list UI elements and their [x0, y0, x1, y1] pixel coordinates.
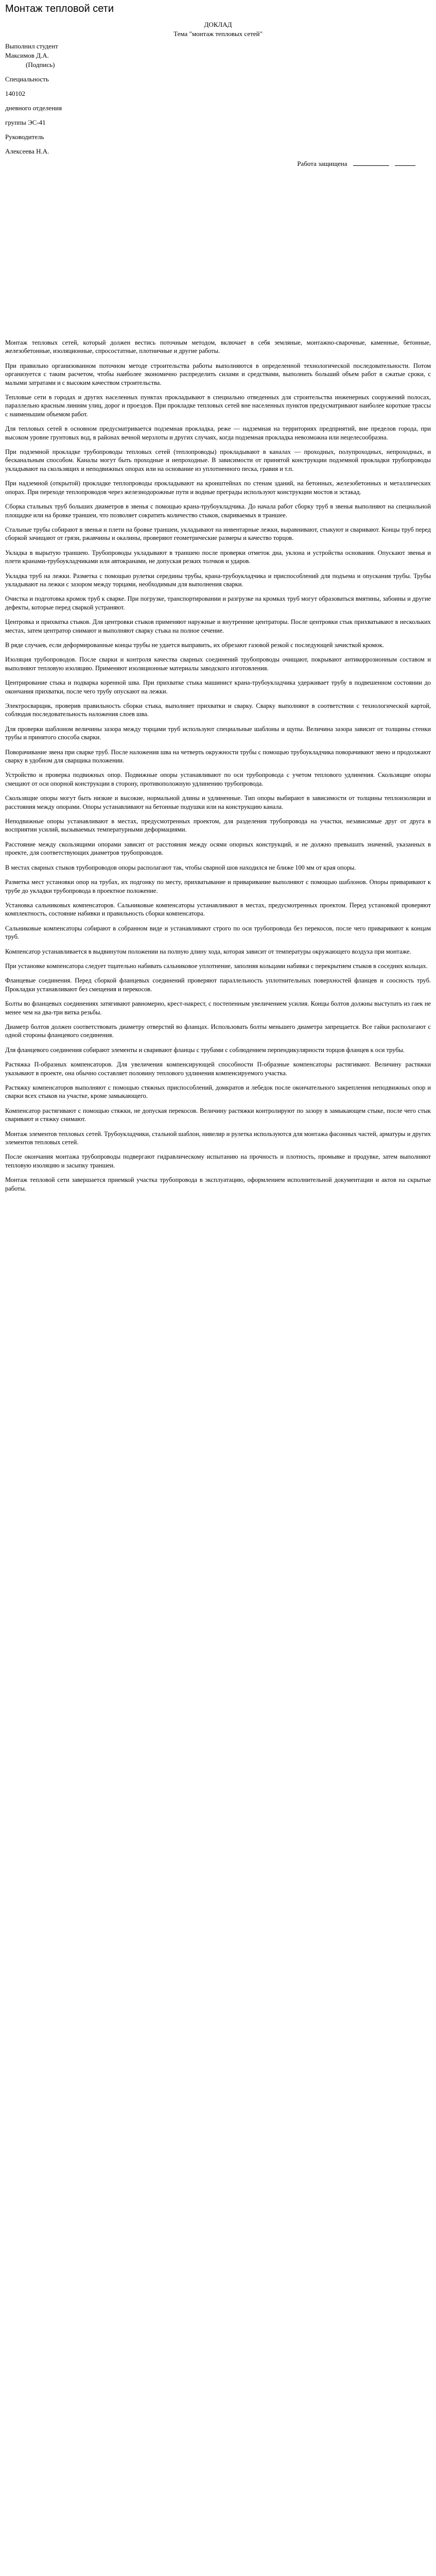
body-paragraph: Монтаж элементов тепловых сетей. Трубоукладчики, стальной шаблон, нивелир и рулетка используются для монтажа фасонных частей, арматуры и других элементов тепловых сетей. — [5, 1130, 431, 1146]
body-paragraph: При подземной прокладке трубопроводы тепловых сетей (теплопроводы) прокладывают в каналах — проходных, полупроходных, непроходных, и бесканальным способом. Каналы могут быть проходные и непроходные. В зависимости от принятой конструкции подземной прокладки трубопроводы укладывают на скользящих и неподвижных опорах или на основание из уплотненного песка, гравия и т.п. — [5, 448, 431, 472]
cover-line: Максимов Д.А. — [5, 52, 49, 59]
body-paragraph: Болты во фланцевых соединениях затягивают равномерно, крест-накрест, с постепенным увеличением усилия. Концы болтов должны выступать из гаек не менее чем на два-три витка резьбы. — [5, 1000, 431, 1016]
cover-line: дневного отделения — [5, 104, 62, 112]
body-paragraph: Растяжку компенсаторов выполняют с помощью стяжных приспособлений, домкратов и лебедок после окончательного закрепления неподвижных опор и сварки всех стыков на участке, кроме замыкающего. — [5, 1084, 431, 1100]
body-paragraph: Неподвижные опоры устанавливают в местах, предусмотренных проектом, для разделения трубопровода на участки, независимые друг от друга в восприятии усилий, вызываемых температурными деформациями. — [5, 818, 431, 834]
body-paragraph: В местах сварных стыков трубопроводов опоры располагают так, чтобы сварной шов находился не ближе 100 мм от края опоры. — [5, 863, 356, 871]
body-paragraph: Поворачивание звена при сварке труб. После наложения шва на четверть окружности трубы с помощью трубоукладчика поворачивают звено и продолжают сварку в удобном для сварщика положении. — [5, 748, 431, 765]
body-paragraph: Монтаж тепловой сети завершается приемкой участка трубопровода в эксплуатацию, оформлением исполнительной документации и актов на скрытые работы. — [5, 1176, 431, 1192]
cover-line: Алексеева Н.А. — [5, 147, 49, 155]
body-paragraph: Разметка мест установки опор на трубах, их подгонку по месту, прихватывание и приваривание выполняют с помощью шаблонов. Опоры приваривают к трубе до укладки трубопровода в проектное положение. — [5, 878, 431, 894]
author-info — [5, 42, 431, 156]
cover-line: Выполнил студент — [5, 42, 58, 50]
body-paragraph: Изоляция трубопроводов. После сварки и контроля качества сварных соединений трубопроводы очищают, покрывают антикоррозионным составом и выполняют тепловую изоляцию. Применяют изоляционные материалы заводского изготовления. — [5, 656, 431, 672]
body-paragraph: Центрирование стыка и подварка коренной шва. При прихватке стыка машинист крана-трубоукладчика удерживает трубу в подвешенном состоянии до окончания прихватки, после чего трубу опускают на лежки. — [5, 679, 431, 695]
body-paragraph: Диаметр болтов должен соответствовать диаметру отверстий во фланцах. Использовать болты меньшего диаметра запрещается. Все гайки располагают с одной стороны фланцевого соединения. — [5, 1023, 431, 1039]
body-paragraph: Центровка и прихватка стыков. Для центровки стыков применяют наружные и внутренние центраторы. После центровки стык прихватывают в нескольких местах, затем центратор снимают и выполняют сварку стыка на полное сечение. — [5, 618, 431, 634]
cover-line: группы ЭС-41 — [5, 118, 46, 126]
body-paragraph: Растяжка П-образных компенсаторов. Для увеличения компенсирующей способности П-образные компенсаторы растягивают. Величину растяжки указывают в проекте, она обычно составляет половину теплового удлинения компенсируемого участка. — [5, 1061, 431, 1077]
date-blank — [395, 165, 415, 166]
body-paragraph: Стальные трубы собирают в звенья и плети на бровке траншеи, укладывают на инвентарные лежки, выравнивают, стыкуют и сваривают. Концы труб перед сборкой зачищают от грязи, ржавчины и окалины, проверяют геометрические размеры и качество торцов. — [5, 526, 431, 542]
body-paragraph: В ряде случаев, если деформированные концы трубы не удается выправить, их обрезают газовой резкой с последующей зачисткой кромок. — [5, 641, 384, 649]
body-paragraph: При установке компенсатора следует тщательно набивать сальниковое уплотнение, заполняя кольцами набивки с перекрытием стыков в соседних кольцах. — [5, 962, 428, 970]
body-paragraph: Монтаж тепловых сетей, который должен вестись поточным методом, включает в себя земляные, монтажно-сварочные, каменные, бетонные, железобетонные, изоляционные, спросостатные, плотничные и другие работы. — [5, 339, 431, 355]
body-paragraph: Для тепловых сетей в основном предусматривается подземная прокладка, реже — надземная на территориях предприятий, вне пределов города, при высоком уровне грунтовых вод, в районах вечной мерзлоты и других случаях, когда подземная прокладка невозможна или нецелесообразна. — [5, 425, 431, 441]
body-paragraph: Фланцевые соединения. Перед сборкой фланцевых соединений проверяют параллельность уплотнительных поверхностей фланцев и соосность труб. Прокладки устанавливают без смещения и перекосов. — [5, 977, 431, 993]
body-paragraph: Расстояние между скользящими опорами зависит от расстояния между осями опорных конструкций, и не должно превышать значений, указанных в проекте, для соответствующих диаметров трубопроводов. — [5, 840, 431, 857]
cover-line: (Подпись) — [26, 61, 55, 69]
body-paragraph: Установка сальниковых компенсаторов. Сальниковые компенсаторы устанавливают в местах, предусмотренных проектом. Перед установкой проверяют комплектность, состояние набивки и правильность сборки компенсатора. — [5, 901, 431, 918]
body-paragraph: Для фланцевого соединения собирают элементы и сваривают фланцы с трубами с соблюдением перпендикулярности торцов фланцев к оси трубы. — [5, 1046, 405, 1054]
body-paragraph: Электросварщик, проверив правильность сборки стыка, выполняет прихватки и сварку. Сварку выполняют в соответствии с технологической картой, соблюдая последовательность наложения слоев шва. — [5, 702, 431, 718]
body-paragraph: Компенсатор растягивают с помощью стяжки, не допуская перекосов. Величину растяжки контролируют по зазору в замыкающем стыке, после чего стык сваривают и стяжку снимают. — [5, 1107, 431, 1123]
body-paragraph: Тепловые сети в городах и других населенных пунктах прокладывают в специально отведенных для строительства инженерных сооружений полосах, параллельно красным линиям улиц, дорог и проездов. При прокладке тепловых сетей вне населенных пунктов предусматривают наиболее короткие трассы с наименьшим объемом работ. — [5, 394, 431, 418]
body-paragraph: Укладка в вырытую траншею. Трубопроводы укладывают в траншею после проверки отметок дна, уклона и устройства основания. Опускают звенья и плети кранами-трубоукладчиками или автокранами, не допуская резких толчков и ударов. — [5, 549, 431, 565]
cover-line: 140102 — [5, 90, 25, 97]
defense-line — [5, 159, 431, 168]
document-page — [0, 3, 436, 1204]
document-body — [5, 338, 431, 1193]
body-paragraph: Сальниковые компенсаторы собирают в собранном виде и устанавливают строго по оси трубопровода без перекосов, после чего приваривают к концам труб. — [5, 924, 431, 941]
body-paragraph: Очистка и подготовка кромок труб к сварке. При погрузке, транспортировании и разгрузке на кромках труб могут образоваться вмятины, забоины и другие дефекты, которые перед сваркой устраняют. — [5, 595, 431, 611]
body-paragraph: Для проверки шаблоном величины зазора между торцами труб используют специальные шаблоны и щупы. Величина зазора зависит от толщины стенки трубы и принятого способа сварки. — [5, 725, 431, 741]
body-paragraph: Устройство и проверка подвижных опор. Подвижные опоры устанавливают по оси трубопровода с учетом теплового удлинения. Скользящие опоры смещают от оси опорной конструкции в сторону, противоположную удлинению трубопровода. — [5, 771, 431, 787]
document-title: Монтаж тепловой сети — [5, 3, 114, 14]
title-block — [5, 20, 431, 39]
report-heading: ДОКЛАД — [204, 21, 232, 28]
cover-line: Специальность — [5, 75, 49, 83]
signature-blank — [353, 165, 389, 166]
cover-line: Руководитель — [5, 133, 44, 141]
body-paragraph: Сборка стальных труб больших диаметров в звенья с помощью крана-трубоукладчика. До начала работ сборку труб в звенья выполняют на специальной площадке или на бровке траншеи, что позволяет сократить количество стыков, свариваемых в траншее. — [5, 503, 431, 519]
body-paragraph: После окончания монтажа трубопроводы подвергают гидравлическому испытанию на прочность и плотность, промывке и продувке, затем выполняют тепловую изоляцию и засыпку траншеи. — [5, 1153, 431, 1169]
defense-label: Работа защищена — [297, 160, 347, 167]
body-paragraph: Скользящие опоры могут быть низкие и высокие, нормальной длины и удлиненные. Тип опоры выбирают в зависимости от толщины теплоизоляции и расстояния между опорами. Опоры устанавливают на бетонные подушки или на конструкцию канала. — [5, 794, 431, 810]
body-paragraph: При правильно организованном поточном методе строительства работы выполняются в определенной технологической последовательности. Потом организуется с таким расчетом, чтобы наиболее экономично распределить силами и средствами, выполнить больший объем работ в сжатые сроки, с малыми затратами и с высоким качеством строительства. — [5, 362, 431, 386]
report-topic: Тема "монтаж тепловых сетей" — [173, 30, 263, 38]
body-paragraph: Компенсатор устанавливается в выдвинутом положении на полную длину хода, которая зависит от температуры окружающего воздуха при монтаже. — [5, 947, 411, 955]
body-paragraph: Укладка труб на лежки. Разметка с помощью рулетки середины трубы, крана-трубоукладчика и приспособлений для подъема и опускания трубы. Трубы укладывают на лежки с зазором между торцами, необходимым для выполнения сварки. — [5, 572, 431, 588]
body-paragraph: При надземной (открытой) прокладке теплопроводы прокладывают на кронштейнах по стенам зданий, на бетонных, железобетонных и металлических опорах. При переходе теплопроводов через железнодорожные пути и водные преграды используют конструкции мостов и эстакад. — [5, 480, 431, 496]
